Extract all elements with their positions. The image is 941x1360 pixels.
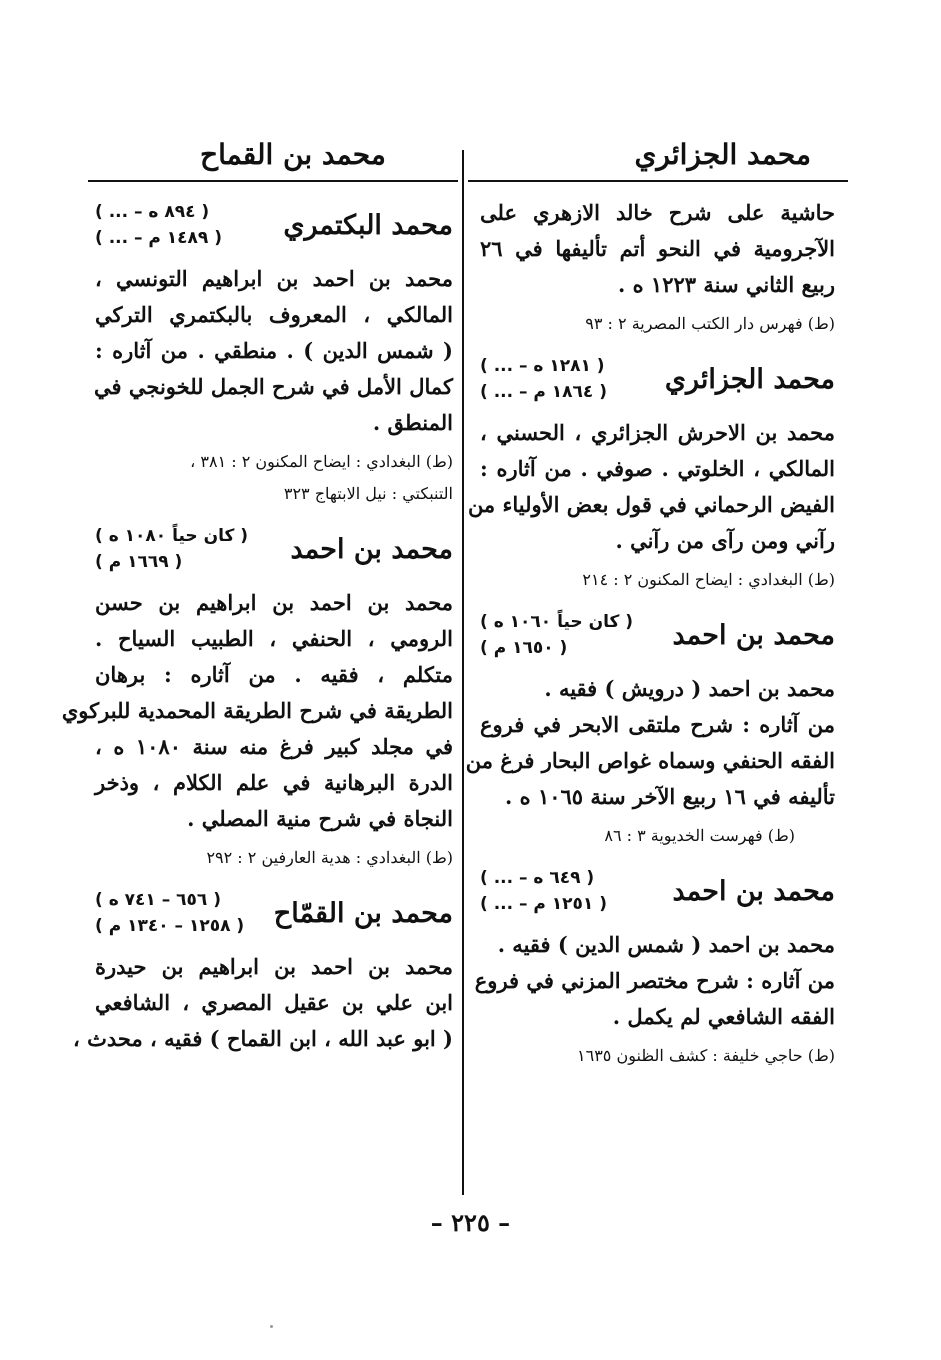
entry-dates xyxy=(480,609,633,661)
text-line: محمد بن احمد بن ابراهيم بن حسن xyxy=(95,590,453,615)
text-line: محمد بن الاحرش الجزائري ، الحسني ، xyxy=(480,420,835,445)
date-gregorian: ( ... – ١٤٨٩ م ) xyxy=(95,228,223,248)
date-hijri: ( كان حياً ١٠٨٠ ه ) xyxy=(95,526,249,546)
text-line: الرومي ، الحنفي ، الطبيب السياح . xyxy=(95,626,453,651)
text-line: ابن علي بن عقيل المصري ، الشافعي xyxy=(95,990,453,1015)
entry-body xyxy=(73,949,453,1057)
date-gregorian: ( ... – ١٨٦٤ م ) xyxy=(480,382,608,402)
entry-head xyxy=(480,609,835,661)
entry-body xyxy=(474,927,835,1035)
header-rule-left xyxy=(88,180,458,182)
header-right-title: محمد الجزائري xyxy=(634,138,811,171)
header-left-title: محمد بن القماح xyxy=(200,138,386,171)
text-line: المالكي ، الخلوتي . صوفي . من آثاره : xyxy=(480,456,835,481)
header-rule-right xyxy=(468,180,848,182)
text-line: محمد بن احمد بن ابراهيم بن حيدرة xyxy=(95,954,453,979)
text-line: محمد بن احمد ( درويش ) فقيه . xyxy=(544,676,835,701)
entry-name: محمد بن احمد xyxy=(290,533,453,565)
text-line: الآجرومية في النحو أتم تأليفها في ٢٦ xyxy=(480,236,835,261)
text-line: النجاة في شرح منية المصلي . xyxy=(187,806,453,831)
entry-head xyxy=(480,865,835,917)
text-line: من آثاره : شرح ملتقى الابحر في فروع xyxy=(480,712,835,737)
reference: (ط) فهرست الخديوية ٣ : ٨٦ xyxy=(604,826,795,845)
date-hijri: ( ٦٥٦ – ٧٤١ ه ) xyxy=(95,890,221,910)
entry-head xyxy=(480,353,835,405)
date-gregorian: ( ١٢٥٨ – ١٣٤٠ م ) xyxy=(95,916,245,936)
entry-name: محمد بن احمد xyxy=(672,875,835,907)
entry-body xyxy=(95,261,453,441)
entry-dates xyxy=(480,353,607,405)
entry-head xyxy=(95,199,453,251)
text-line: ربيع الثاني سنة ١٢٢٣ ه . xyxy=(617,272,835,297)
entry-name: محمد بن القمّاح xyxy=(273,897,453,929)
text-line: في مجلد كبير فرغ منه سنة ١٠٨٠ ه ، xyxy=(95,734,453,759)
reference: (ط) البغدادي : ايضاح المكنون ٢ : ٣٨١ ، xyxy=(190,452,453,471)
entry xyxy=(95,199,453,509)
entry-name: محمد الجزائري xyxy=(664,363,835,395)
reference: التنبكتي : نيل الابتهاج ٣٢٣ xyxy=(283,484,453,503)
entry-dates xyxy=(95,523,248,575)
right-column xyxy=(465,195,835,1085)
text-line: تأليفه في ١٦ ربيع الآخر سنة ١٠٦٥ ه . xyxy=(505,784,835,809)
continuation-text xyxy=(480,195,835,303)
date-gregorian: ( ... – ١٢٥١ م ) xyxy=(480,894,608,914)
date-hijri: ( ... – ٦٤٩ ه ) xyxy=(480,868,595,888)
text-line: الفقه الشافعي لم يكمل . xyxy=(612,1004,835,1029)
entry-body xyxy=(467,415,835,559)
reference: (ط) البغدادي : ايضاح المكنون ٢ : ٢١٤ xyxy=(582,570,835,589)
entry-dates xyxy=(95,887,244,939)
reference: (ط) فهرس دار الكتب المصرية ٢ : ٩٣ xyxy=(585,314,835,333)
reference: (ط) حاجي خليفة : كشف الظنون ١٦٣٥ xyxy=(577,1046,835,1065)
date-hijri: ( ... – ١٢٨١ ه ) xyxy=(480,356,605,376)
scan-speck xyxy=(270,1325,273,1328)
entry-head xyxy=(95,887,453,939)
text-line: المنطق . xyxy=(372,410,453,435)
page-number: – ٢٢٥ – xyxy=(430,1208,511,1237)
date-hijri: ( كان حياً ١٠٦٠ ه ) xyxy=(480,612,634,632)
text-line: الفيض الرحماني في قول بعض الأولياء من xyxy=(467,492,835,517)
date-gregorian: ( ١٦٥٠ م ) xyxy=(480,638,568,658)
text-line: المالكي ، المعروف بالبكتمري التركي xyxy=(95,302,453,327)
entry-body xyxy=(465,671,835,815)
text-line: محمد بن احمد ( شمس الدين ) فقيه . xyxy=(497,932,835,957)
entry xyxy=(465,609,835,851)
text-line: الدرة البرهانية في علم الكلام ، وذخر xyxy=(95,770,453,795)
entry xyxy=(73,887,453,1057)
entry-name: محمد بن احمد xyxy=(672,619,835,651)
column-divider xyxy=(462,150,464,1195)
entry xyxy=(61,523,453,873)
entry-head xyxy=(95,523,453,575)
left-column xyxy=(61,195,453,1057)
entry-dates xyxy=(95,199,222,251)
entry xyxy=(474,865,835,1071)
entry xyxy=(467,353,835,595)
text-line: الطريقة في شرح الطريقة المحمدية للبركوي xyxy=(61,698,453,723)
text-line: ( ابو عبد الله ، ابن القماح ) فقيه ، محدث ، xyxy=(73,1026,453,1051)
text-line: كمال الأمل في شرح الجمل للخونجي في xyxy=(94,374,453,399)
text-line: حاشية على شرح خالد الازهري على xyxy=(480,200,835,225)
text-line: من آثاره : شرح مختصر المزني في فروع xyxy=(474,968,835,993)
text-line: الفقه الحنفي وسماه غواص البحار فرغ من xyxy=(465,748,835,773)
text-line: رآني ومن رآى من رآني . xyxy=(615,528,835,553)
entry-body xyxy=(61,585,453,837)
entry-name: محمد البكتمري xyxy=(283,209,453,241)
date-gregorian: ( ١٦٦٩ م ) xyxy=(95,552,183,572)
text-line: متكلم ، فقيه . من آثاره : برهان xyxy=(95,662,453,687)
text-line: ( شمس الدين ) . منطقي . من آثاره : xyxy=(95,338,453,363)
entry-dates xyxy=(480,865,607,917)
date-hijri: ( ... – ٨٩٤ ه ) xyxy=(95,202,210,222)
text-line: محمد بن احمد بن ابراهيم التونسي ، xyxy=(95,266,453,291)
reference: (ط) البغدادي : هدية العارفين ٢ : ٢٩٢ xyxy=(206,848,453,867)
